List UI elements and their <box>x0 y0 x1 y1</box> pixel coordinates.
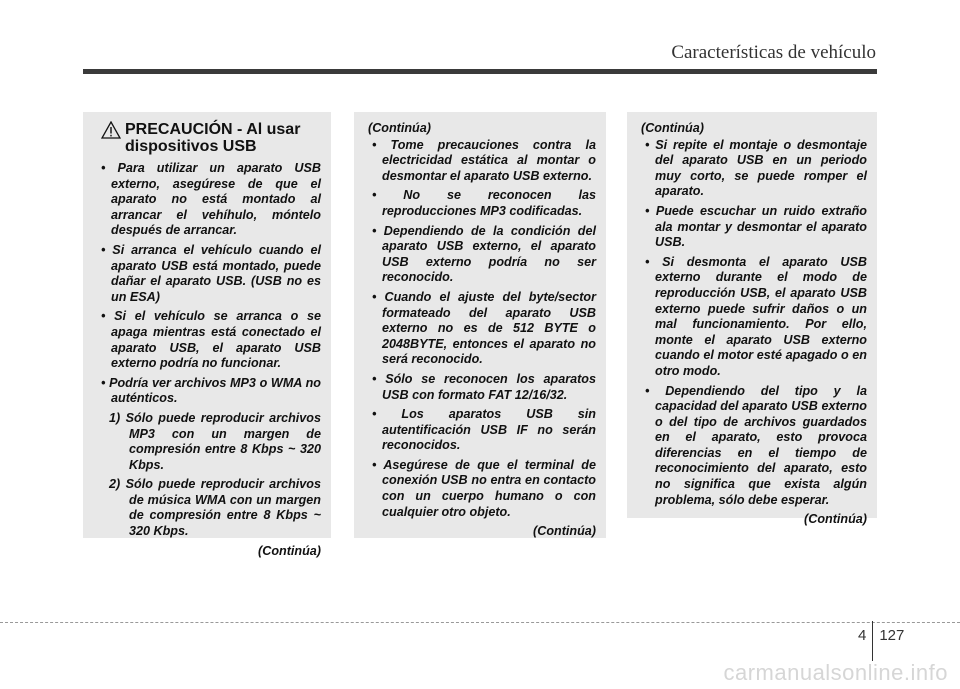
list-item: • Asegúrese de que el terminal de conexión USB no entra en contacto con un cuerpo humano o con cualquier otro objeto. <box>372 457 596 519</box>
watermark: carmanualsonline.info <box>723 660 948 685</box>
list-item: • Tome precauciones contra la electricidad estática al montar o desmontar el aparato USB externo. <box>372 137 596 183</box>
list-item: • Dependiendo de la condición del aparato USB externo, el aparato USB externo podría no ser reconocido. <box>372 223 596 285</box>
warning-triangle-icon <box>101 121 121 139</box>
page-header-title: Características de vehículo <box>671 42 876 63</box>
caution-heading <box>101 121 321 155</box>
list-item: • Podría ver archivos MP3 o WMA no auténticos. <box>101 375 321 406</box>
continues-label: (Continúa) <box>533 524 596 539</box>
list-item: • Dependiendo del tipo y la capacidad del aparato USB externo o del tipo de archivos guardados en el aparato, esto provoca diferencias en el tiempo de reconocimiento del aparato, esto no significa que exista algún problema, sólo debe esperar. <box>645 383 867 507</box>
continued-box-2 <box>354 112 606 538</box>
list-item: • Puede escuchar un ruido extraño ala montar y desmontar el aparato USB. <box>645 203 867 250</box>
page-number-value: 127 <box>879 627 905 644</box>
list-item: • Los aparatos USB sin autentificación USB IF no serán reconocidos. <box>372 407 596 453</box>
chapter-number: 4 <box>858 627 867 644</box>
caution-heading-text: PRECAUCIÓN - Al usar dispositivos USB <box>125 121 301 155</box>
list-item: • Cuando el ajuste del byte/sector formateado del aparato USB externo no es de 512 BYTE o 2048BYTE, entonces el aparato no será reconocido. <box>372 289 596 367</box>
list-item: • Para utilizar un aparato USB externo, asegúrese de que el aparato no está montado al arrancar el vehíhulo, móntelo después de arrancar. <box>101 161 321 238</box>
sub-list-item: 1) Sólo puede reproducir archivos MP3 con un margen de compresión entre 8 Kbps ~ 320 Kbps. <box>109 410 321 472</box>
list-item: • Si arranca el vehículo cuando el aparato USB está montado, puede dañar el aparato USB. (USB no es un ESA) <box>101 242 321 304</box>
list-item: • Si desmonta el aparato USB externo durante el modo de reproducción USB, el aparato USB externo puede sufrir daños o un mal funcionamiento. Por ello, monte el aparato USB externo cuando el motor esté apagado o en otro modo. <box>645 254 867 378</box>
caution-box <box>83 112 331 558</box>
page-number <box>858 627 904 661</box>
header-divider <box>83 69 877 74</box>
footer-divider <box>0 622 960 623</box>
continued-box-3 <box>627 112 877 527</box>
continues-label: (Continúa) <box>258 543 321 558</box>
list-item: • No se reconocen las reproducciones MP3 codificadas. <box>372 188 596 218</box>
continues-label: (Continúa) <box>804 512 867 527</box>
continued-label: (Continúa) <box>368 121 431 135</box>
list-item: • Sólo se reconocen los aparatos USB con formato FAT 12/16/32. <box>372 371 596 402</box>
page-number-separator <box>872 621 873 661</box>
list-item: • Si repite el montaje o desmontaje del aparato USB en un periodo muy corto, se puede romper el aparato. <box>645 137 867 199</box>
sub-list-item: 2) Sólo puede reproducir archivos de música WMA con un margen de compresión entre 8 Kbps ~ 320 Kbps. <box>109 477 321 539</box>
continued-label: (Continúa) <box>641 121 704 135</box>
list-item: • Si el vehículo se arranca o se apaga mientras está conectado el aparato USB, el aparato USB externo podría no funcionar. <box>101 309 321 371</box>
